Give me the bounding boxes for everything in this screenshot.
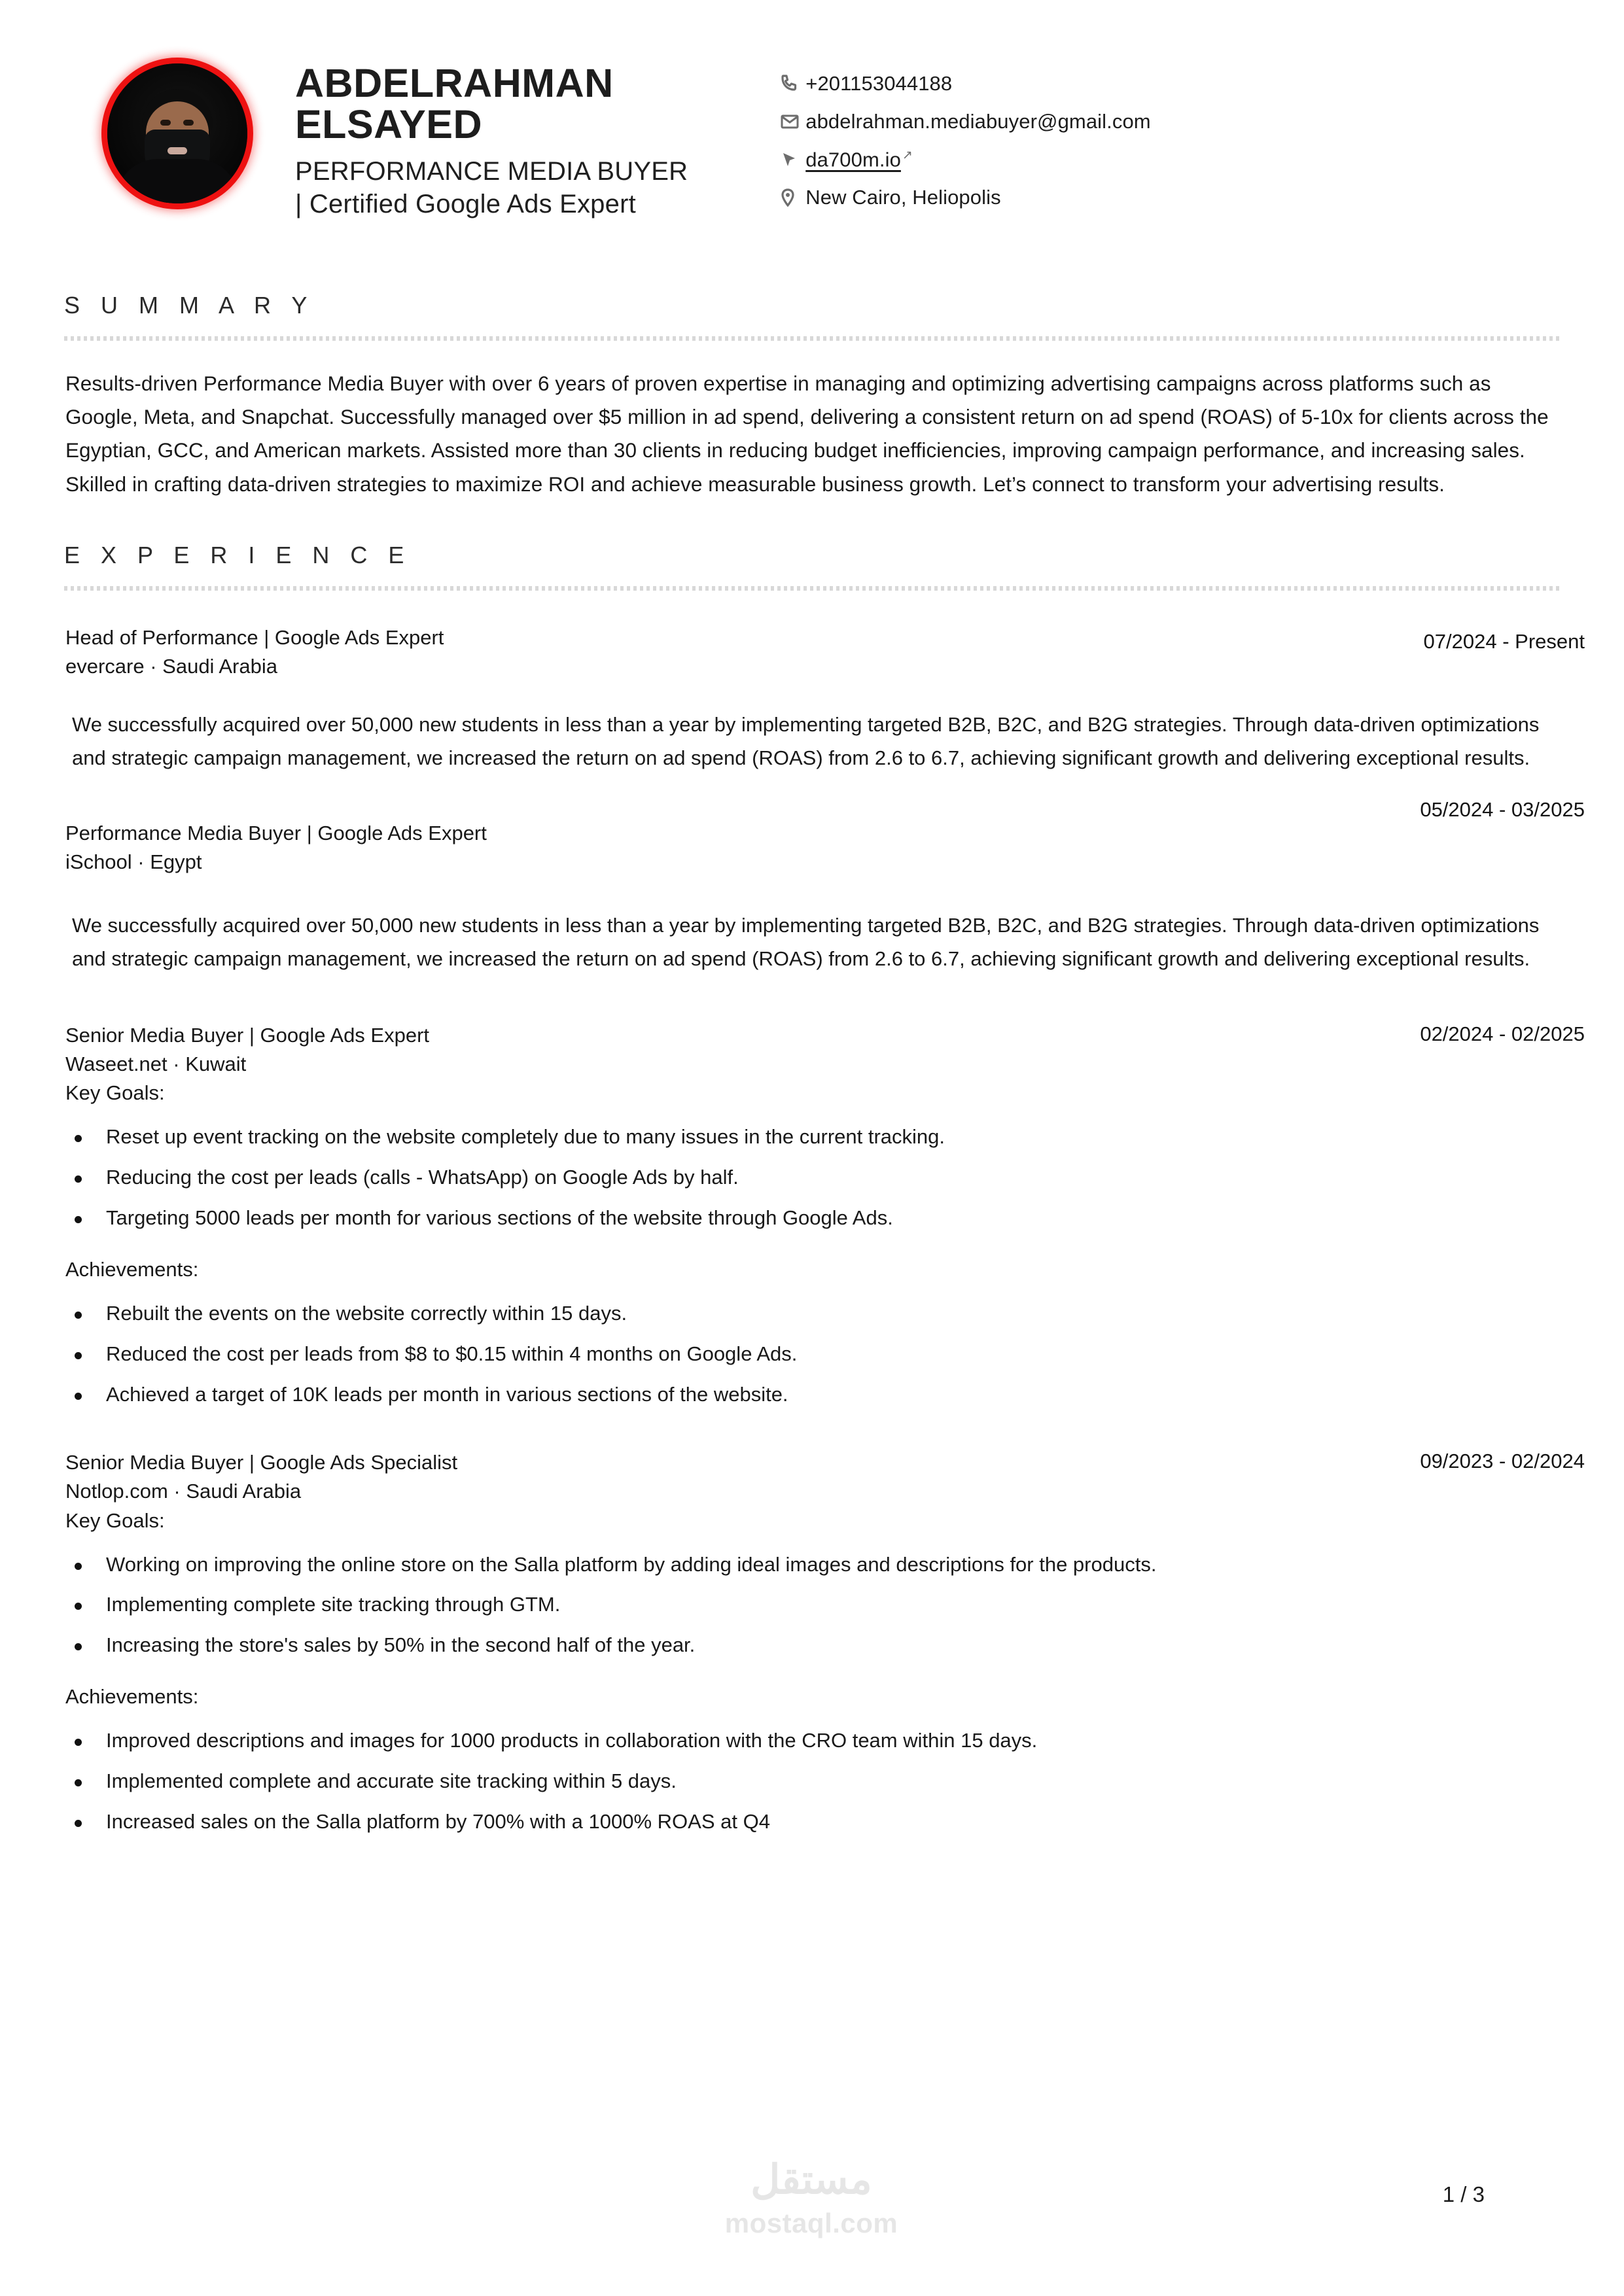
key-goals-list: [65, 1122, 1585, 1233]
job-title: Senior Media Buyer | Google Ads Expert: [65, 1024, 430, 1047]
list-item: Improved descriptions and images for 1000 products in collaboration with the CRO team within 15 days.: [65, 1726, 1585, 1756]
contact-location-row: [781, 186, 1624, 209]
job-tagline: [295, 155, 688, 221]
job-description: We successfully acquired over 50,000 new students in less than a year by implementing targeted B2B, B2C, and B2G strategies. Through data-driven optimizations and strategic campaign management, we increased the return on ad spend (ROAS) from 2.6 to 6.7, achieving significant growth and delivering exceptional results.: [72, 914, 1540, 970]
summary-heading: S U M M A R Y: [64, 291, 315, 319]
list-item: Increased sales on the Salla platform by 700% with a 1000% ROAS at Q4: [65, 1807, 1585, 1837]
experience-heading: E X P E R I E N C E: [64, 542, 412, 569]
experience-divider: [64, 586, 1560, 591]
job-description: We successfully acquired over 50,000 new students in less than a year by implementing targeted B2B, B2C, and B2G strategies. Through data-driven optimizations and strategic campaign management, we increased the return on ad spend (ROAS) from 2.6 to 6.7, achieving significant growth and delivering exceptional results.: [72, 713, 1540, 769]
experience-item: [0, 623, 1624, 774]
achievements-list: [65, 1298, 1585, 1410]
job-date: 02/2024 - 02/2025: [1420, 1022, 1585, 1046]
job-date: 07/2024 - Present: [1423, 630, 1585, 653]
list-item: Targeting 5000 leads per month for various sections of the website through Google Ads.: [65, 1203, 1585, 1233]
watermark-arabic: مستقل: [750, 2157, 872, 2202]
link-cursor-icon: [781, 151, 805, 169]
tagline-line-2: | Certified Google Ads Expert: [295, 190, 636, 219]
achievements-list: [65, 1726, 1585, 1837]
name-block: [295, 58, 688, 221]
contact-phone-row: [781, 72, 1624, 96]
job-date: 09/2023 - 02/2024: [1420, 1450, 1585, 1473]
achievements-label: Achievements:: [65, 1257, 199, 1281]
page-footer: [0, 2146, 1624, 2296]
envelope-icon: [781, 114, 805, 130]
job-title: Performance Media Buyer | Google Ads Expert: [65, 822, 487, 845]
experience-item: [0, 798, 1624, 975]
key-goals-label: Key Goals:: [65, 1508, 165, 1532]
list-item: Working on improving the online store on the Salla platform by adding ideal images and descriptions for the products.: [65, 1550, 1585, 1580]
job-title: Head of Performance | Google Ads Expert: [65, 626, 444, 650]
key-goals-label: Key Goals:: [65, 1081, 165, 1105]
job-date: 05/2024 - 03/2025: [1420, 798, 1585, 822]
last-name: ELSAYED: [295, 102, 483, 147]
list-item: Reducing the cost per leads (calls - WhatsApp) on Google Ads by half.: [65, 1162, 1585, 1192]
map-pin-icon: [781, 188, 805, 207]
phone-number[interactable]: +201153044188: [805, 72, 953, 95]
tagline-line-1: PERFORMANCE MEDIA BUYER: [295, 156, 688, 186]
experience-item: [0, 1021, 1624, 1409]
experience-section: [0, 542, 1624, 1837]
external-link-icon: ↗: [902, 148, 913, 162]
list-item: Implemented complete and accurate site tracking within 5 days.: [65, 1766, 1585, 1796]
job-organization: iSchool · Egypt: [65, 850, 202, 874]
phone-icon: [781, 75, 805, 93]
summary-section: [0, 292, 1624, 501]
list-item: Reduced the cost per leads from $8 to $0.15 within 4 months on Google Ads.: [65, 1339, 1585, 1369]
website-link[interactable]: [805, 148, 913, 171]
job-title: Senior Media Buyer | Google Ads Specialist: [65, 1451, 458, 1474]
watermark-latin: mostaql.com: [724, 2208, 898, 2238]
mostaql-watermark: [703, 2157, 919, 2238]
job-organization: evercare · Saudi Arabia: [65, 655, 277, 678]
contact-email-row: [781, 110, 1624, 133]
summary-text: Results-driven Performance Media Buyer with over 6 years of proven expertise in managing and optimizing advertising campaigns across platforms such as Google, Meta, and Snapchat. Successfully managed over $5 million in ad spend, delivering a consistent return on ad spend (ROAS) of 5-10x for clients across the Egyptian, GCC, and American markets. Assisted more than 30 clients in reducing budget inefficiencies, improving campaign performance, and increasing sales. Skilled in crafting data-driven strategies to maximize ROI and achieve measurable business growth. Let’s connect to transform your advertising results.: [65, 371, 1549, 496]
list-item: Implementing complete site tracking through GTM.: [65, 1590, 1585, 1620]
job-organization: Waseet.net · Kuwait: [65, 1052, 247, 1076]
achievements-label: Achievements:: [65, 1685, 199, 1709]
page-indicator: 1 / 3: [1442, 2182, 1485, 2206]
list-item: Achieved a target of 10K leads per month in various sections of the website.: [65, 1380, 1585, 1410]
contact-website-row: [781, 148, 1624, 171]
list-item: Reset up event tracking on the website completely due to many issues in the current tracking.: [65, 1122, 1585, 1152]
list-item: Increasing the store's sales by 50% in the second half of the year.: [65, 1630, 1585, 1660]
website-url[interactable]: da700m.io: [805, 148, 901, 171]
resume-header: [0, 0, 1624, 221]
full-name: [295, 63, 688, 146]
profile-photo: [101, 58, 253, 209]
experience-item: [0, 1448, 1624, 1836]
key-goals-list: [65, 1550, 1585, 1661]
summary-divider: [64, 336, 1560, 341]
location-text: New Cairo, Heliopolis: [805, 186, 1001, 209]
job-organization: Notlop.com · Saudi Arabia: [65, 1480, 302, 1503]
contact-block: [781, 58, 1624, 209]
first-name: ABDELRAHMAN: [295, 61, 614, 105]
email-address[interactable]: abdelrahman.mediabuyer@gmail.com: [805, 110, 1151, 133]
list-item: Rebuilt the events on the website correctly within 15 days.: [65, 1298, 1585, 1329]
